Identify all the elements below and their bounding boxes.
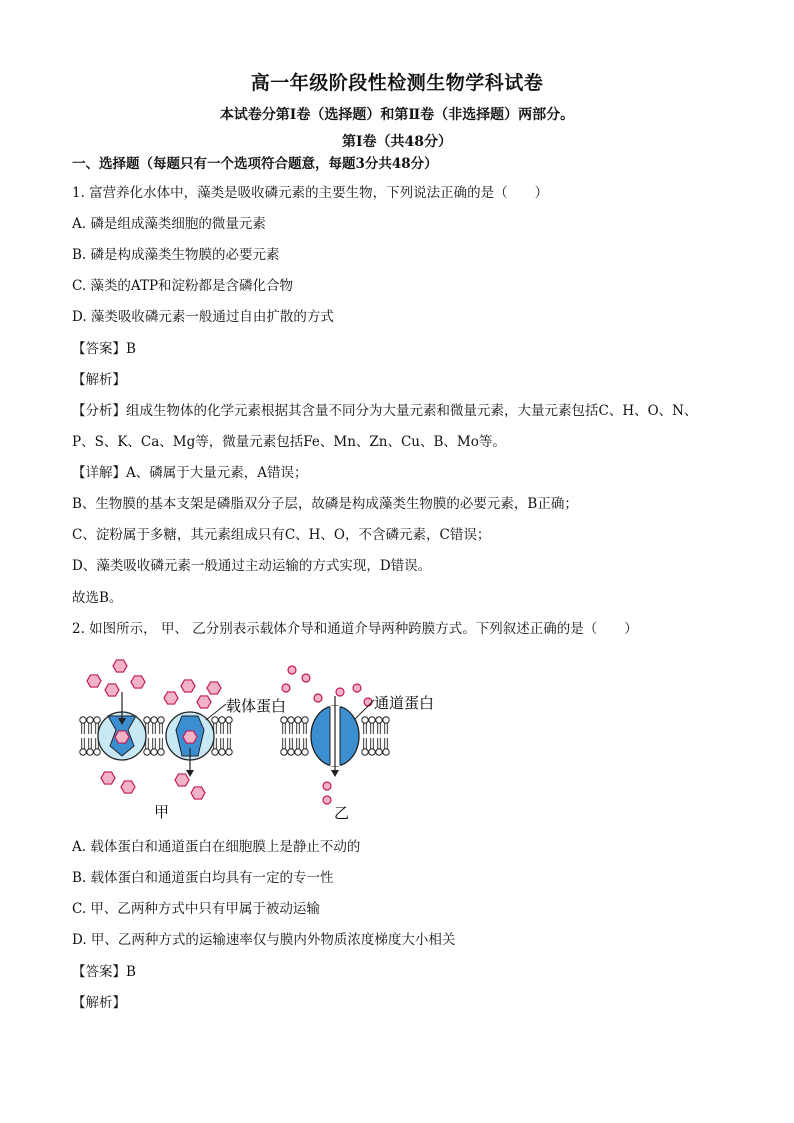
q1-detail-c: C、淀粉属于多糖，其元素组成只有C、H、O，不含磷元素，C错误； [72, 527, 491, 543]
q2-answer: 【答案】B [72, 964, 136, 980]
q1-option-c: C. 藻类的ATP和淀粉都是含磷化合物 [72, 278, 294, 294]
carrier-protein-open-outside [98, 692, 146, 760]
q1-conclusion: 故选B。 [72, 590, 123, 606]
channel-protein-label: 通道蛋白 [374, 694, 435, 712]
q1-analysis-label: 【解析】 [72, 372, 126, 388]
q1-stem: 1. 富营养化水体中，藻类是吸收磷元素的主要生物，下列说法正确的是（ ） [72, 185, 549, 201]
q1-option-d: D. 藻类吸收磷元素一般通过自由扩散的方式 [72, 309, 334, 325]
q2-option-c: C. 甲、乙两种方式中只有甲属于被动运输 [72, 901, 320, 917]
q1-option-b: B. 磷是构成藻类生物膜的必要元素 [72, 247, 280, 263]
q1-fenxi-line1: 【分析】组成生物体的化学元素根据其含量不同分为大量元素和微量元素，大量元素包括C、H、O、N、 [72, 403, 698, 419]
exam-subtitle: 本试卷分第Ⅰ卷（选择题）和第Ⅱ卷（非选择题）两部分。 [219, 107, 575, 123]
carrier-protein-label: 载体蛋白 [226, 697, 287, 715]
q1-option-a: A. 磷是组成藻类细胞的微量元素 [72, 216, 266, 232]
q1-fenxi-line2: P、S、K、Ca、Mg等，微量元素包括Fe、Mn、Zn、Cu、B、Mo等。 [72, 434, 506, 450]
q2-option-b: B. 载体蛋白和通道蛋白均具有一定的专一性 [72, 870, 334, 886]
q1-detail-a: 【详解】A、磷属于大量元素，A错误； [72, 465, 308, 481]
figure-label-jia: 甲 [154, 803, 170, 821]
q2-option-d: D. 甲、乙两种方式的运输速率仅与膜内外物质浓度梯度大小相关 [72, 932, 456, 948]
exam-title: 高一年级阶段性检测生物学科试卷 [250, 72, 544, 94]
q1-detail-b: B、生物膜的基本支架是磷脂双分子层，故磷是构成藻类生物膜的必要元素，B正确； [72, 496, 578, 512]
q2-option-a: A. 载体蛋白和通道蛋白在细胞膜上是静止不动的 [72, 839, 361, 855]
channel-protein [311, 696, 359, 777]
membrane-transport-figure [78, 652, 458, 828]
section-heading: 一、选择题（每题只有一个选项符合题意，每题3分共48分） [72, 156, 438, 172]
q1-detail-d: D、藻类吸收磷元素一般通过主动运输的方式实现，D错误。 [72, 558, 432, 574]
carrier-protein-open-inside [166, 712, 214, 777]
q1-answer: 【答案】B [72, 341, 136, 357]
q2-analysis-label: 【解析】 [72, 995, 126, 1011]
figure-label-yi: 乙 [334, 804, 350, 822]
part-heading: 第Ⅰ卷（共48分） [341, 134, 453, 150]
q2-stem: 2. 如图所示， 甲、 乙分别表示载体介导和通道介导两种跨膜方式。下列叙述正确的是（ ） [72, 621, 638, 637]
